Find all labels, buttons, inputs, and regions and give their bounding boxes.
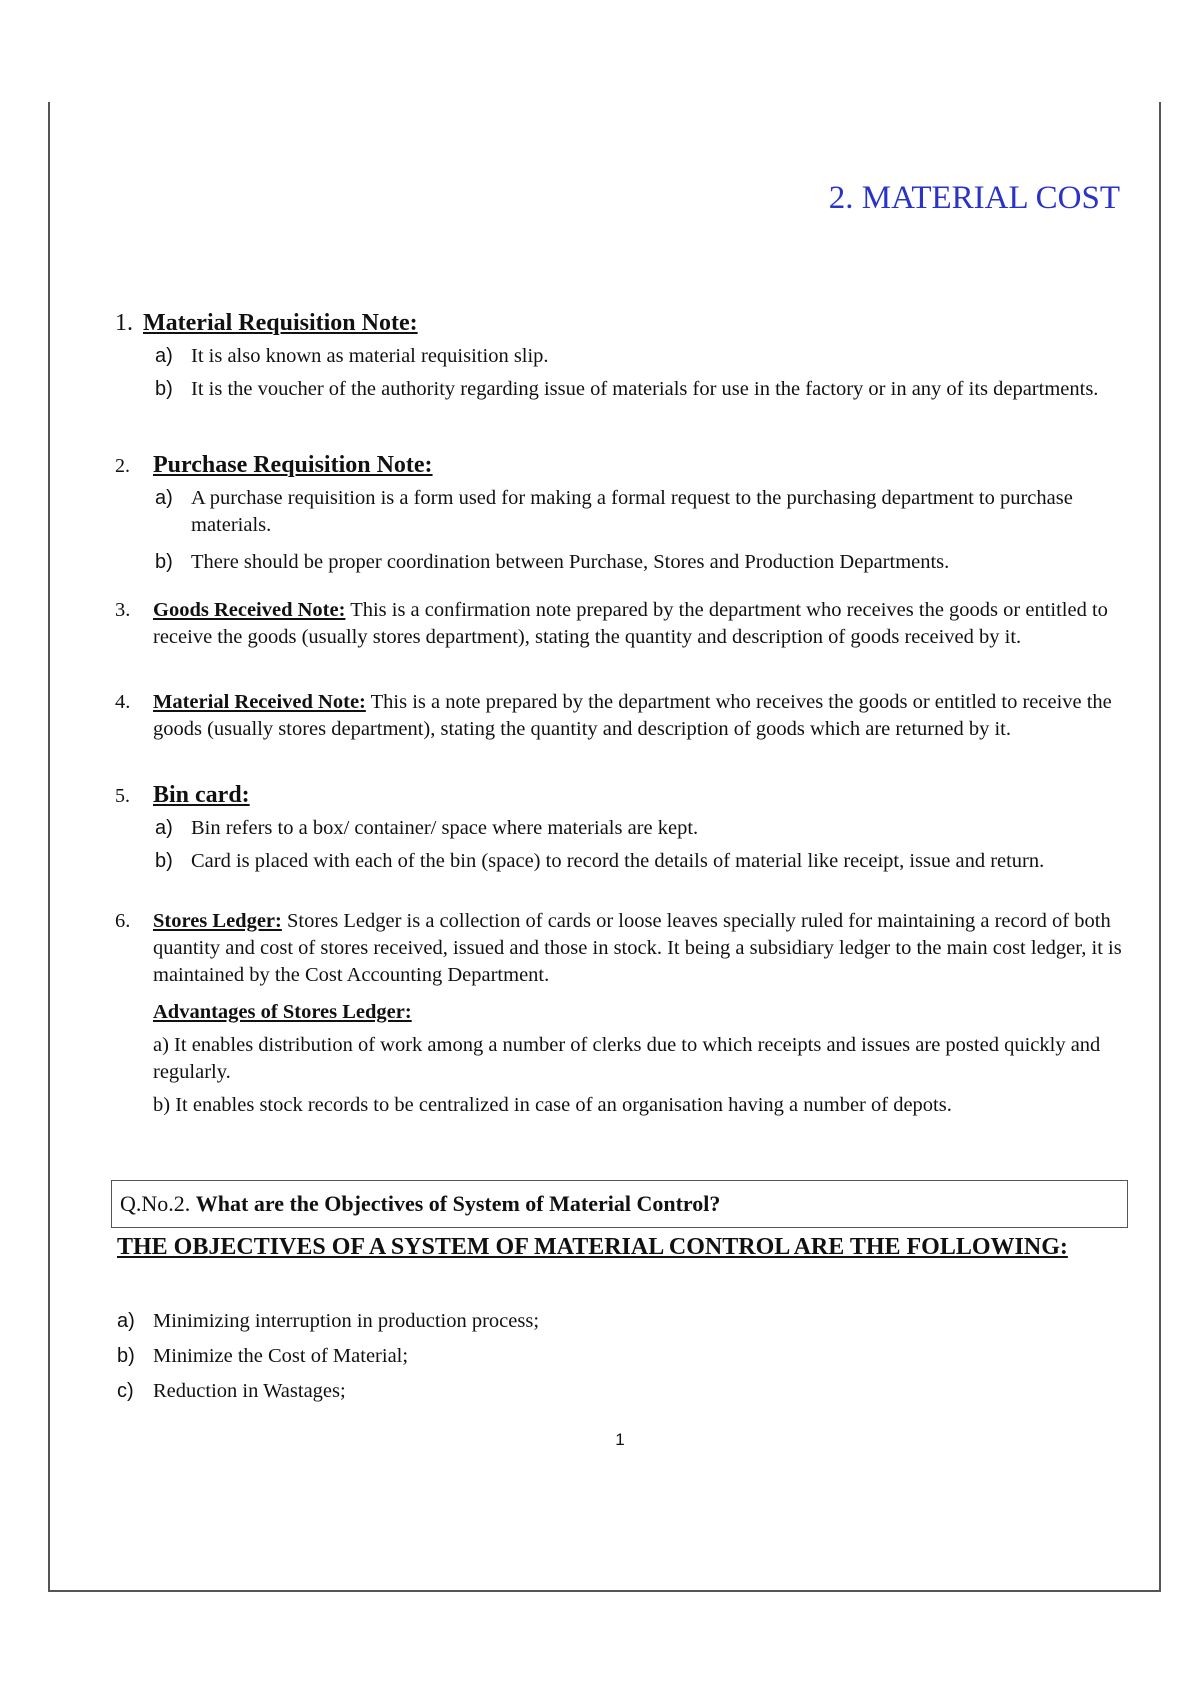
section-stores-ledger — [115, 908, 1125, 1119]
list-item — [155, 549, 1125, 576]
section-heading-text: Material Requisition Note: — [143, 310, 418, 336]
item-letter: b) — [155, 378, 173, 400]
item-text: Reduction in Wastages; — [153, 1380, 346, 1402]
page-title: 2. MATERIAL COST — [828, 180, 1120, 216]
list-item — [155, 848, 1125, 875]
item-text: A purchase requisition is a form used for making a formal request to the purchasing department to purchase materials. — [191, 487, 1073, 536]
advantages-heading: Advantages of Stores Ledger: — [153, 1001, 412, 1023]
list-item — [155, 815, 1125, 842]
section-heading — [115, 310, 1125, 337]
advantage-item: a) It enables distribution of work among a number of clerks due to which receipts and issues are posted quickly and regularly. — [153, 1034, 1101, 1083]
question-box — [111, 1180, 1128, 1228]
section-number: 3. — [115, 599, 131, 621]
item-text: There should be proper coordination between Purchase, Stores and Production Departments. — [191, 551, 950, 573]
section-lead: Material Received Note: — [153, 691, 366, 713]
objectives-heading: THE OBJECTIVES OF A SYSTEM OF MATERIAL CONTROL ARE THE FOLLOWING: — [117, 1234, 1068, 1260]
item-text: Minimize the Cost of Material; — [153, 1345, 409, 1367]
section-number: 6. — [115, 910, 131, 932]
question-text: What are the Objectives of System of Material Control? — [195, 1191, 721, 1216]
question-prefix: Q.No.2. — [120, 1191, 196, 1216]
item-text: Minimizing interruption in production process; — [153, 1310, 540, 1332]
item-letter: b) — [117, 1345, 135, 1367]
item-letter: b) — [155, 551, 173, 573]
section-material-received-note — [115, 689, 1125, 743]
section-heading — [115, 782, 1125, 809]
advantage-item: b) It enables stock records to be centralized in case of an organisation having a number of depots. — [153, 1094, 952, 1116]
item-text: It is the voucher of the authority regarding issue of materials for use in the factory or in any of its departments. — [191, 378, 1099, 400]
section-number: 1. — [115, 310, 133, 336]
list-item — [155, 343, 1125, 370]
section-bin-card — [115, 782, 1125, 875]
objectives-list — [117, 1300, 1117, 1405]
section-heading-text: Bin card: — [153, 782, 250, 808]
item-letter: a) — [155, 817, 173, 839]
section-heading-text: Purchase Requisition Note: — [153, 452, 433, 478]
section-heading — [115, 452, 1125, 479]
section-text: This is a confirmation note prepared by the department who receives the goods or entitled to receive the goods (usually stores department), stating the quantity and description of goods received by it. — [153, 599, 1108, 648]
list-item — [117, 1343, 1117, 1370]
section-text: Stores Ledger is a collection of cards or loose leaves specially ruled for maintaining a record of both quantity and cost of stores received, issued and those in stock. It being a subsidiary ledger to the main cost ledger, it is maintained by the Cost Accounting Department. — [153, 910, 1122, 986]
item-letter: a) — [117, 1310, 135, 1332]
section-lead: Goods Received Note: — [153, 599, 346, 621]
item-letter: a) — [155, 345, 173, 367]
section-text: This is a note prepared by the department who receives the goods or entitled to receive the goods (usually stores department), stating the quantity and description of goods which are returned by it. — [153, 691, 1112, 740]
section-goods-received-note — [115, 597, 1125, 651]
section-number: 2. — [115, 455, 130, 477]
section-number: 4. — [115, 691, 131, 713]
page-number: 1 — [615, 1430, 625, 1449]
item-text: Card is placed with each of the bin (space) to record the details of material like receipt, issue and return. — [191, 850, 1045, 872]
section-number: 5. — [115, 785, 130, 807]
item-letter: b) — [155, 850, 173, 872]
item-letter: c) — [117, 1380, 134, 1402]
list-item — [155, 376, 1125, 403]
item-text: It is also known as material requisition slip. — [191, 345, 549, 367]
section-lead: Stores Ledger: — [153, 910, 282, 932]
section-purchase-requisition-note — [115, 452, 1125, 576]
section-material-requisition-note — [115, 310, 1125, 403]
item-text: Bin refers to a box/ container/ space where materials are kept. — [191, 817, 699, 839]
list-item — [155, 485, 1125, 539]
item-letter: a) — [155, 487, 173, 509]
list-item — [117, 1378, 1117, 1405]
list-item — [117, 1308, 1117, 1335]
